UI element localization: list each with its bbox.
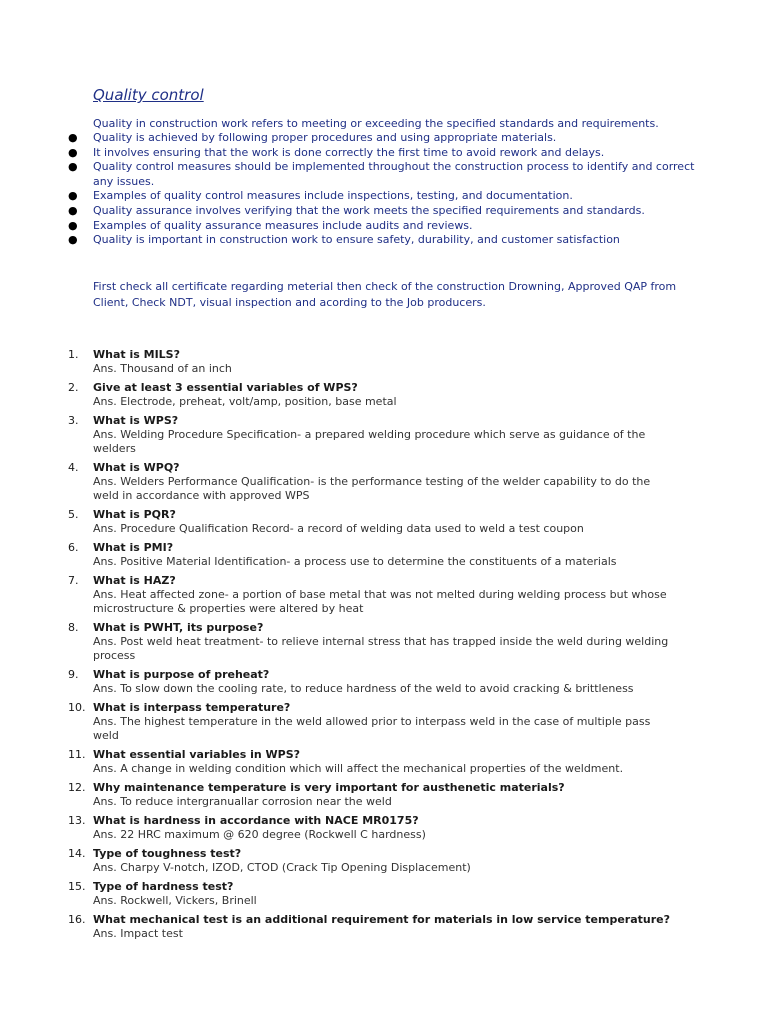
bullet-icon: ● — [68, 145, 78, 159]
qa-item — [0, 541, 700, 569]
qa-number: 5. — [68, 508, 79, 521]
qa-list — [0, 348, 700, 946]
question: What mechanical test is an additional requirement for materials in low service temperature? — [93, 913, 670, 926]
question: What is interpass temperature? — [93, 701, 291, 714]
answer: Ans. Electrode, preheat, volt/amp, position, base metal — [93, 395, 397, 408]
bullet-icon: ● — [68, 203, 78, 217]
answer: Ans. 22 HRC maximum @ 620 degree (Rockwell C hardness) — [93, 828, 426, 841]
qa-number: 7. — [68, 574, 79, 587]
qa-item — [0, 880, 700, 908]
bullet-icon: ● — [68, 218, 78, 232]
qa-number: 2. — [68, 381, 79, 394]
answer: Ans. Impact test — [93, 927, 183, 940]
question: What is PWHT, its purpose? — [93, 621, 264, 634]
answer: Ans. Positive Material Identification- a process use to determine the constituents of a materials — [93, 555, 617, 568]
question: What is HAZ? — [93, 574, 176, 587]
inspection-paragraph: First check all certificate regarding meterial then check of the construction Drowning, Approved QAP from Client, Check NDT, visual inspection and acording to the Job producers. — [93, 280, 677, 309]
qa-number: 6. — [68, 541, 79, 554]
bullet-item: ● Quality is important in construction work to ensure safety, durability, and customer satisfaction — [68, 233, 620, 247]
answer: Ans. The highest temperature in the weld allowed prior to interpass weld in the case of multiple pass weld — [93, 715, 651, 742]
bullet-icon: ● — [68, 131, 78, 144]
qa-item — [0, 913, 700, 941]
answer: Ans. Heat affected zone- a portion of base metal that was not melted during welding process but whose microstructure & properties were altered by heat — [93, 588, 667, 615]
question: What is WPS? — [93, 414, 179, 427]
qa-number: 3. — [68, 414, 79, 427]
intro-text: Quality in construction work refers to meeting or exceeding the specified standards and requirements. — [93, 117, 659, 130]
bullet-item: ● Quality is achieved by following proper procedures and using appropriate materials. — [68, 131, 557, 144]
qa-item — [0, 574, 700, 616]
bullet-list — [0, 131, 700, 248]
bullet-item: ● Quality control measures should be implemented throughout the construction process to identify and correct any issues. — [68, 160, 695, 188]
qa-item — [0, 621, 700, 663]
bullet-icon: ● — [68, 160, 78, 174]
question: What essential variables in WPS? — [93, 748, 300, 761]
answer: Ans. Rockwell, Vickers, Brinell — [93, 894, 257, 907]
qa-number: 10. — [68, 701, 86, 714]
question: Type of toughness test? — [93, 847, 242, 860]
qa-number: 9. — [68, 668, 79, 681]
answer: Ans. Welding Procedure Specification- a prepared welding procedure which serve as guidance of the welders — [93, 428, 646, 455]
qa-item — [0, 847, 700, 875]
qa-number: 12. — [68, 781, 86, 794]
question: Type of hardness test? — [93, 880, 234, 893]
bullet-icon: ● — [68, 189, 78, 203]
answer: Ans. Welders Performance Qualification- is the performance testing of the welder capability to do the weld in accordance with approved WPS — [93, 475, 651, 502]
qa-item — [0, 781, 700, 809]
bullet-item: ● It involves ensuring that the work is done correctly the first time to avoid rework and delays. — [68, 145, 605, 159]
question: What is WPQ? — [93, 461, 180, 474]
answer: Ans. Charpy V-notch, IZOD, CTOD (Crack Tip Opening Displacement) — [93, 861, 471, 874]
qa-number: 4. — [68, 461, 79, 474]
answer: Ans. To reduce intergranuallar corrosion near the weld — [93, 795, 392, 808]
qa-item — [0, 814, 700, 842]
answer: Ans. Thousand of an inch — [93, 362, 232, 375]
qa-number: 14. — [68, 847, 86, 860]
bullet-item: ● Quality assurance involves verifying that the work meets the specified requirements and standards. — [68, 203, 645, 217]
qa-number: 16. — [68, 913, 86, 926]
question: Why maintenance temperature is very important for austhenetic materials? — [93, 781, 565, 794]
qa-item — [0, 348, 700, 376]
answer: Ans. To slow down the cooling rate, to reduce hardness of the weld to avoid cracking & brittleness — [93, 682, 634, 695]
answer: Ans. Post weld heat treatment- to relieve internal stress that has trapped inside the weld during welding process — [93, 635, 669, 662]
qa-item — [0, 461, 700, 503]
question: What is hardness in accordance with NACE MR0175? — [93, 814, 419, 827]
qa-number: 1. — [68, 348, 79, 361]
qa-item — [0, 668, 700, 696]
bullet-icon: ● — [68, 233, 78, 247]
qa-item — [0, 414, 700, 456]
qa-number: 13. — [68, 814, 86, 827]
question: What is PMI? — [93, 541, 174, 554]
bullet-item: ● Examples of quality assurance measures include audits and reviews. — [68, 218, 473, 232]
question: Give at least 3 essential variables of WPS? — [93, 381, 358, 394]
qa-item — [0, 701, 700, 743]
qa-number: 11. — [68, 748, 86, 761]
qa-item — [0, 508, 700, 536]
bullet-item: ● Examples of quality control measures include inspections, testing, and documentation. — [68, 189, 573, 203]
question: What is MILS? — [93, 348, 180, 361]
answer: Ans. Procedure Qualification Record- a record of welding data used to weld a test coupon — [93, 522, 584, 535]
question: What is PQR? — [93, 508, 176, 521]
answer: Ans. A change in welding condition which will affect the mechanical properties of the weldment. — [93, 762, 624, 775]
qa-item — [0, 748, 700, 776]
page-title: Quality control — [93, 86, 204, 104]
qa-item — [0, 381, 700, 409]
qa-number: 15. — [68, 880, 86, 893]
question: What is purpose of preheat? — [93, 668, 270, 681]
qa-number: 8. — [68, 621, 79, 634]
